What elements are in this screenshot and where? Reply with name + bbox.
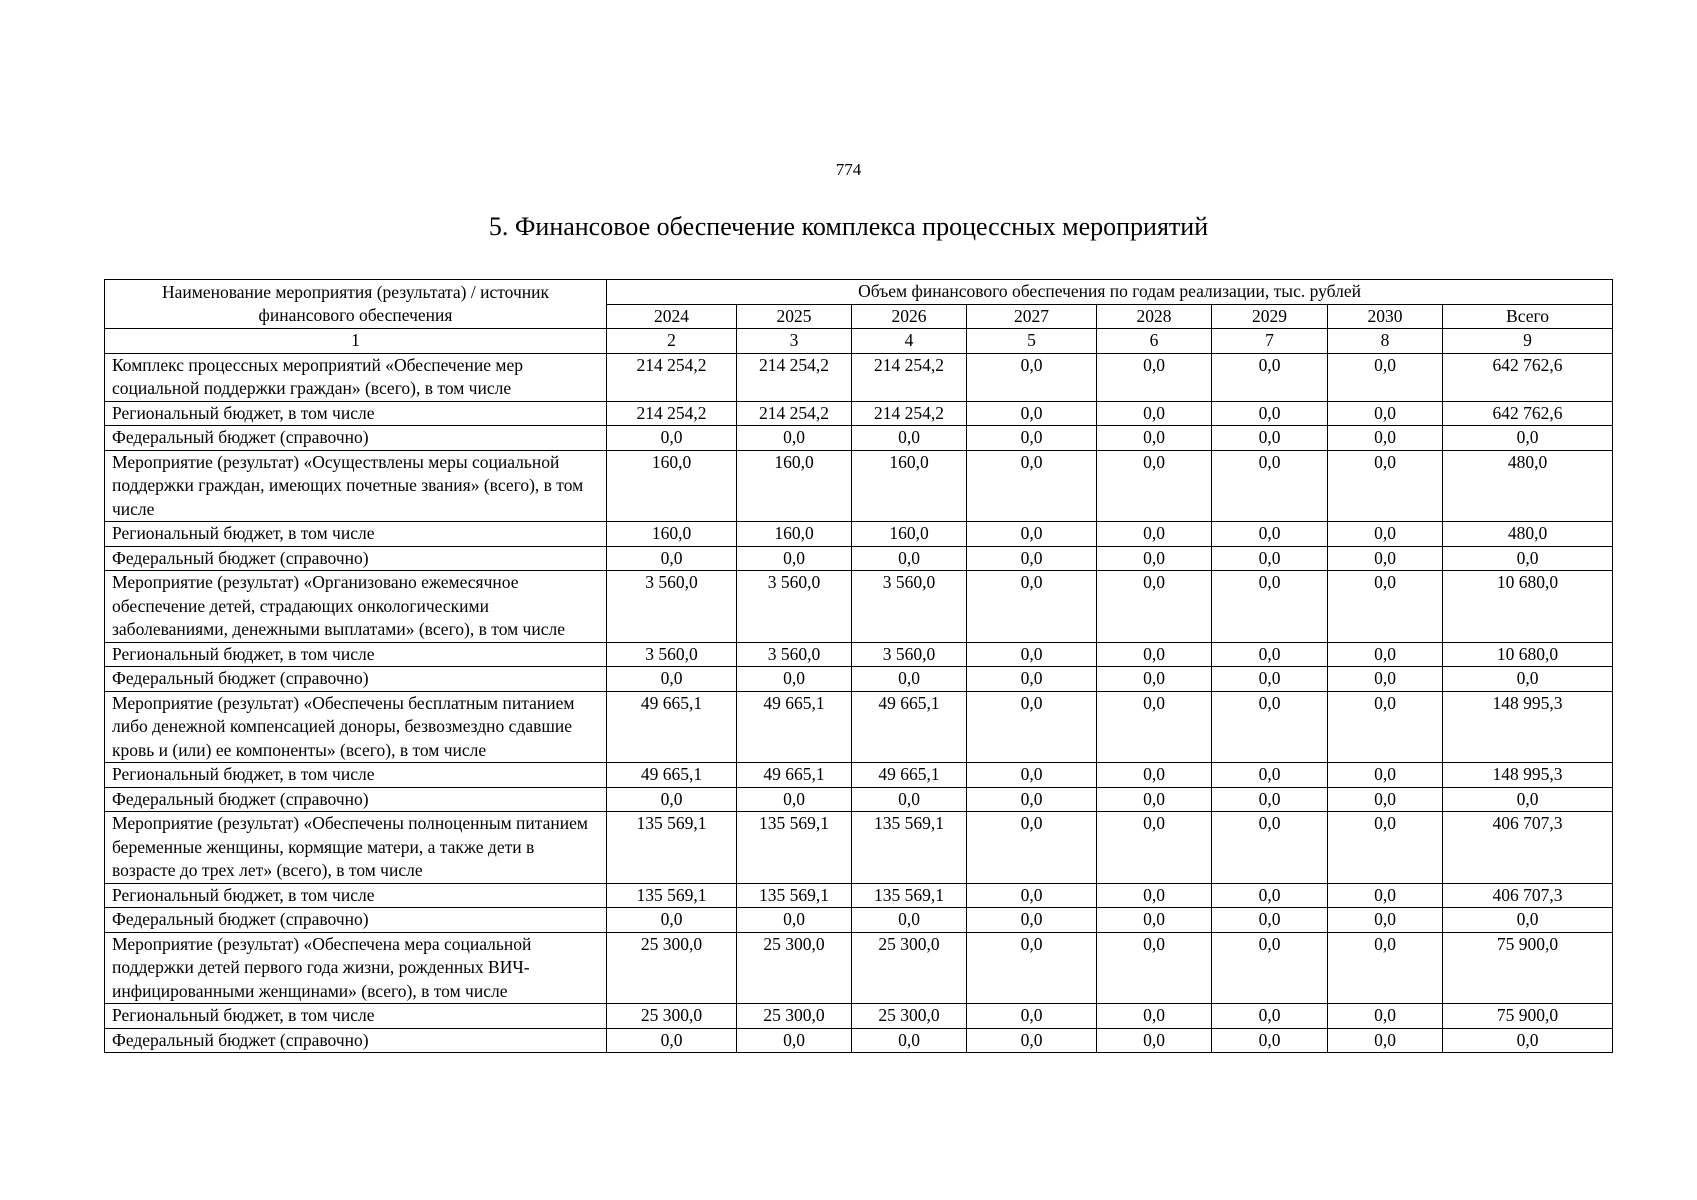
row-value-cell: 0,0 bbox=[852, 1028, 967, 1053]
table-row bbox=[105, 812, 1613, 884]
row-value-cell: 0,0 bbox=[1097, 883, 1212, 908]
row-value-cell: 214 254,2 bbox=[852, 401, 967, 426]
row-value-cell: 25 300,0 bbox=[607, 932, 737, 1004]
column-number-cell: 8 bbox=[1328, 329, 1443, 354]
row-value-cell: 0,0 bbox=[607, 787, 737, 812]
row-value-cell: 0,0 bbox=[967, 667, 1097, 692]
row-value-cell: 49 665,1 bbox=[852, 763, 967, 788]
row-value-cell: 0,0 bbox=[1328, 763, 1443, 788]
row-value-cell: 0,0 bbox=[1097, 691, 1212, 763]
row-value-cell: 0,0 bbox=[1097, 401, 1212, 426]
row-value-cell: 0,0 bbox=[1328, 401, 1443, 426]
table-row bbox=[105, 691, 1613, 763]
row-name-cell: Региональный бюджет, в том числе bbox=[105, 401, 607, 426]
row-value-cell: 0,0 bbox=[1212, 571, 1328, 643]
row-value-cell: 75 900,0 bbox=[1443, 932, 1613, 1004]
row-value-cell: 0,0 bbox=[1212, 450, 1328, 522]
row-value-cell: 0,0 bbox=[1328, 426, 1443, 451]
row-value-cell: 0,0 bbox=[1212, 908, 1328, 933]
row-value-cell: 3 560,0 bbox=[852, 642, 967, 667]
row-value-cell: 0,0 bbox=[607, 1028, 737, 1053]
row-value-cell: 0,0 bbox=[1212, 426, 1328, 451]
row-value-cell: 10 680,0 bbox=[1443, 642, 1613, 667]
row-value-cell: 0,0 bbox=[1097, 812, 1212, 884]
row-value-cell: 0,0 bbox=[1097, 353, 1212, 401]
row-value-cell: 0,0 bbox=[1097, 642, 1212, 667]
row-value-cell: 0,0 bbox=[967, 401, 1097, 426]
row-value-cell: 0,0 bbox=[1443, 426, 1613, 451]
table-row bbox=[105, 522, 1613, 547]
row-value-cell: 0,0 bbox=[967, 522, 1097, 547]
row-value-cell: 0,0 bbox=[1212, 763, 1328, 788]
header-row-main bbox=[105, 280, 1613, 305]
row-value-cell: 25 300,0 bbox=[852, 932, 967, 1004]
row-value-cell: 0,0 bbox=[1212, 932, 1328, 1004]
row-value-cell: 0,0 bbox=[1097, 763, 1212, 788]
row-value-cell: 0,0 bbox=[607, 908, 737, 933]
row-name-cell: Региональный бюджет, в том числе bbox=[105, 522, 607, 547]
row-value-cell: 0,0 bbox=[1328, 353, 1443, 401]
row-value-cell: 0,0 bbox=[1212, 522, 1328, 547]
table-row bbox=[105, 883, 1613, 908]
column-number-cell: 1 bbox=[105, 329, 607, 354]
column-number-cell: 3 bbox=[737, 329, 852, 354]
row-value-cell: 135 569,1 bbox=[737, 812, 852, 884]
header-year-cell: 2030 bbox=[1328, 304, 1443, 329]
row-value-cell: 0,0 bbox=[1212, 546, 1328, 571]
row-value-cell: 0,0 bbox=[1328, 667, 1443, 692]
row-value-cell: 0,0 bbox=[1212, 401, 1328, 426]
row-name-cell: Региональный бюджет, в том числе bbox=[105, 763, 607, 788]
row-value-cell: 3 560,0 bbox=[852, 571, 967, 643]
column-number-cell: 7 bbox=[1212, 329, 1328, 354]
row-name-cell: Мероприятие (результат) «Обеспечены полноценным питанием беременные женщины, кормящие матери, а также дети в возрасте до трех лет» (всего), в том числе bbox=[105, 812, 607, 884]
row-name-cell: Федеральный бюджет (справочно) bbox=[105, 426, 607, 451]
row-value-cell: 25 300,0 bbox=[737, 932, 852, 1004]
row-name-cell: Федеральный бюджет (справочно) bbox=[105, 908, 607, 933]
row-value-cell: 0,0 bbox=[967, 787, 1097, 812]
row-value-cell: 0,0 bbox=[1097, 1028, 1212, 1053]
row-value-cell: 0,0 bbox=[967, 763, 1097, 788]
row-value-cell: 0,0 bbox=[852, 667, 967, 692]
row-value-cell: 135 569,1 bbox=[737, 883, 852, 908]
row-value-cell: 0,0 bbox=[1328, 1004, 1443, 1029]
row-value-cell: 0,0 bbox=[1328, 908, 1443, 933]
row-value-cell: 0,0 bbox=[1212, 812, 1328, 884]
table-row bbox=[105, 787, 1613, 812]
row-value-cell: 0,0 bbox=[967, 883, 1097, 908]
row-value-cell: 406 707,3 bbox=[1443, 812, 1613, 884]
row-value-cell: 0,0 bbox=[737, 667, 852, 692]
row-name-cell: Федеральный бюджет (справочно) bbox=[105, 546, 607, 571]
row-value-cell: 0,0 bbox=[1328, 450, 1443, 522]
table-row bbox=[105, 932, 1613, 1004]
header-name-cell: Наименование мероприятия (результата) / источник финансового обеспечения bbox=[105, 280, 607, 329]
row-value-cell: 0,0 bbox=[737, 787, 852, 812]
row-value-cell: 0,0 bbox=[852, 908, 967, 933]
row-value-cell: 0,0 bbox=[607, 667, 737, 692]
row-value-cell: 0,0 bbox=[967, 1028, 1097, 1053]
row-value-cell: 75 900,0 bbox=[1443, 1004, 1613, 1029]
table-row bbox=[105, 450, 1613, 522]
header-total-cell: Всего bbox=[1443, 304, 1613, 329]
table-row bbox=[105, 763, 1613, 788]
row-name-cell: Региональный бюджет, в том числе bbox=[105, 642, 607, 667]
column-number-cell: 6 bbox=[1097, 329, 1212, 354]
table-row bbox=[105, 908, 1613, 933]
row-value-cell: 0,0 bbox=[967, 353, 1097, 401]
row-value-cell: 0,0 bbox=[1097, 522, 1212, 547]
row-value-cell: 25 300,0 bbox=[852, 1004, 967, 1029]
row-value-cell: 160,0 bbox=[852, 450, 967, 522]
row-value-cell: 214 254,2 bbox=[737, 401, 852, 426]
row-name-cell: Федеральный бюджет (справочно) bbox=[105, 667, 607, 692]
financing-table bbox=[104, 279, 1613, 1053]
row-value-cell: 49 665,1 bbox=[607, 763, 737, 788]
row-value-cell: 642 762,6 bbox=[1443, 353, 1613, 401]
row-name-cell: Региональный бюджет, в том числе bbox=[105, 1004, 607, 1029]
row-value-cell: 0,0 bbox=[967, 691, 1097, 763]
row-value-cell: 160,0 bbox=[737, 522, 852, 547]
row-name-cell: Мероприятие (результат) «Обеспечены бесплатным питанием либо денежной компенсацией доноры, безвозмездно сдавшие кровь и (или) ее компоненты» (всего), в том числе bbox=[105, 691, 607, 763]
row-value-cell: 0,0 bbox=[737, 1028, 852, 1053]
row-value-cell: 148 995,3 bbox=[1443, 763, 1613, 788]
row-value-cell: 0,0 bbox=[1328, 1028, 1443, 1053]
row-value-cell: 0,0 bbox=[1328, 546, 1443, 571]
table-row bbox=[105, 1004, 1613, 1029]
row-value-cell: 160,0 bbox=[852, 522, 967, 547]
table-row bbox=[105, 426, 1613, 451]
row-value-cell: 0,0 bbox=[1097, 426, 1212, 451]
row-value-cell: 135 569,1 bbox=[852, 812, 967, 884]
column-number-cell: 2 bbox=[607, 329, 737, 354]
row-value-cell: 0,0 bbox=[1443, 908, 1613, 933]
row-value-cell: 0,0 bbox=[607, 426, 737, 451]
header-year-cell: 2025 bbox=[737, 304, 852, 329]
row-value-cell: 0,0 bbox=[1443, 787, 1613, 812]
row-value-cell: 148 995,3 bbox=[1443, 691, 1613, 763]
row-value-cell: 0,0 bbox=[1097, 571, 1212, 643]
header-row-column-numbers bbox=[105, 329, 1613, 354]
row-value-cell: 0,0 bbox=[1328, 812, 1443, 884]
row-value-cell: 0,0 bbox=[607, 546, 737, 571]
row-value-cell: 0,0 bbox=[737, 908, 852, 933]
row-value-cell: 160,0 bbox=[607, 450, 737, 522]
row-name-cell: Мероприятие (результат) «Организовано ежемесячное обеспечение детей, страдающих онкологическими заболеваниями, денежными выплатами» (всего), в том числе bbox=[105, 571, 607, 643]
row-value-cell: 0,0 bbox=[967, 546, 1097, 571]
header-year-cell: 2029 bbox=[1212, 304, 1328, 329]
row-value-cell: 0,0 bbox=[737, 426, 852, 451]
row-value-cell: 214 254,2 bbox=[607, 401, 737, 426]
row-value-cell: 0,0 bbox=[1097, 1004, 1212, 1029]
row-value-cell: 0,0 bbox=[1097, 667, 1212, 692]
row-value-cell: 0,0 bbox=[1097, 787, 1212, 812]
row-value-cell: 0,0 bbox=[967, 908, 1097, 933]
row-value-cell: 0,0 bbox=[1443, 667, 1613, 692]
row-name-cell: Федеральный бюджет (справочно) bbox=[105, 1028, 607, 1053]
row-value-cell: 0,0 bbox=[852, 426, 967, 451]
row-value-cell: 3 560,0 bbox=[607, 571, 737, 643]
row-value-cell: 3 560,0 bbox=[737, 571, 852, 643]
column-number-cell: 5 bbox=[967, 329, 1097, 354]
header-year-cell: 2028 bbox=[1097, 304, 1212, 329]
row-value-cell: 0,0 bbox=[1328, 787, 1443, 812]
row-value-cell: 0,0 bbox=[1097, 932, 1212, 1004]
table-row bbox=[105, 353, 1613, 401]
row-value-cell: 0,0 bbox=[1212, 667, 1328, 692]
row-value-cell: 0,0 bbox=[1328, 571, 1443, 643]
row-name-cell: Федеральный бюджет (справочно) bbox=[105, 787, 607, 812]
row-value-cell: 3 560,0 bbox=[607, 642, 737, 667]
row-value-cell: 642 762,6 bbox=[1443, 401, 1613, 426]
row-value-cell: 0,0 bbox=[1443, 546, 1613, 571]
row-name-cell: Мероприятие (результат) «Обеспечена мера социальной поддержки детей первого года жизни, рожденных ВИЧ-инфицированными женщинами» (всего), в том числе bbox=[105, 932, 607, 1004]
row-value-cell: 0,0 bbox=[852, 546, 967, 571]
table-row bbox=[105, 642, 1613, 667]
row-value-cell: 0,0 bbox=[967, 812, 1097, 884]
row-value-cell: 480,0 bbox=[1443, 522, 1613, 547]
row-value-cell: 214 254,2 bbox=[607, 353, 737, 401]
header-year-cell: 2027 bbox=[967, 304, 1097, 329]
row-value-cell: 0,0 bbox=[967, 1004, 1097, 1029]
row-value-cell: 0,0 bbox=[1328, 691, 1443, 763]
row-value-cell: 480,0 bbox=[1443, 450, 1613, 522]
row-value-cell: 135 569,1 bbox=[607, 812, 737, 884]
row-value-cell: 49 665,1 bbox=[737, 763, 852, 788]
row-value-cell: 0,0 bbox=[1212, 1028, 1328, 1053]
row-value-cell: 135 569,1 bbox=[607, 883, 737, 908]
row-value-cell: 0,0 bbox=[967, 932, 1097, 1004]
row-value-cell: 406 707,3 bbox=[1443, 883, 1613, 908]
row-value-cell: 0,0 bbox=[1212, 1004, 1328, 1029]
row-value-cell: 25 300,0 bbox=[607, 1004, 737, 1029]
page-number: 774 bbox=[835, 160, 862, 179]
section-title: 5. Финансовое обеспечение комплекса процессных мероприятий bbox=[488, 212, 1209, 241]
row-name-cell: Региональный бюджет, в том числе bbox=[105, 883, 607, 908]
row-value-cell: 0,0 bbox=[1328, 642, 1443, 667]
row-value-cell: 0,0 bbox=[967, 642, 1097, 667]
row-value-cell: 0,0 bbox=[1212, 883, 1328, 908]
row-value-cell: 0,0 bbox=[1212, 691, 1328, 763]
row-value-cell: 10 680,0 bbox=[1443, 571, 1613, 643]
row-value-cell: 0,0 bbox=[1443, 1028, 1613, 1053]
row-value-cell: 214 254,2 bbox=[737, 353, 852, 401]
row-value-cell: 49 665,1 bbox=[737, 691, 852, 763]
table-row bbox=[105, 667, 1613, 692]
row-value-cell: 0,0 bbox=[1097, 908, 1212, 933]
header-year-cell: 2026 bbox=[852, 304, 967, 329]
table-row bbox=[105, 571, 1613, 643]
row-value-cell: 0,0 bbox=[967, 426, 1097, 451]
row-name-cell: Мероприятие (результат) «Осуществлены меры социальной поддержки граждан, имеющих почетные звания» (всего), в том числе bbox=[105, 450, 607, 522]
header-volume-cell: Объем финансового обеспечения по годам реализации, тыс. рублей bbox=[607, 280, 1613, 305]
row-value-cell: 160,0 bbox=[607, 522, 737, 547]
table-row bbox=[105, 1028, 1613, 1053]
table-row bbox=[105, 401, 1613, 426]
row-value-cell: 0,0 bbox=[1328, 522, 1443, 547]
row-value-cell: 49 665,1 bbox=[852, 691, 967, 763]
row-value-cell: 49 665,1 bbox=[607, 691, 737, 763]
table-body bbox=[105, 353, 1613, 1053]
column-number-cell: 9 bbox=[1443, 329, 1613, 354]
row-value-cell: 0,0 bbox=[967, 571, 1097, 643]
row-value-cell: 0,0 bbox=[1212, 353, 1328, 401]
table-row bbox=[105, 546, 1613, 571]
column-number-cell: 4 bbox=[852, 329, 967, 354]
row-value-cell: 0,0 bbox=[1097, 546, 1212, 571]
row-value-cell: 160,0 bbox=[737, 450, 852, 522]
row-value-cell: 0,0 bbox=[737, 546, 852, 571]
row-value-cell: 3 560,0 bbox=[737, 642, 852, 667]
row-value-cell: 0,0 bbox=[1212, 642, 1328, 667]
row-value-cell: 25 300,0 bbox=[737, 1004, 852, 1029]
row-value-cell: 0,0 bbox=[1097, 450, 1212, 522]
row-value-cell: 214 254,2 bbox=[852, 353, 967, 401]
row-value-cell: 0,0 bbox=[1328, 932, 1443, 1004]
row-value-cell: 0,0 bbox=[852, 787, 967, 812]
row-value-cell: 0,0 bbox=[967, 450, 1097, 522]
header-year-cell: 2024 bbox=[607, 304, 737, 329]
row-value-cell: 135 569,1 bbox=[852, 883, 967, 908]
row-name-cell: Комплекс процессных мероприятий «Обеспечение мер социальной поддержки граждан» (всего), в том числе bbox=[105, 353, 607, 401]
row-value-cell: 0,0 bbox=[1212, 787, 1328, 812]
row-value-cell: 0,0 bbox=[1328, 883, 1443, 908]
